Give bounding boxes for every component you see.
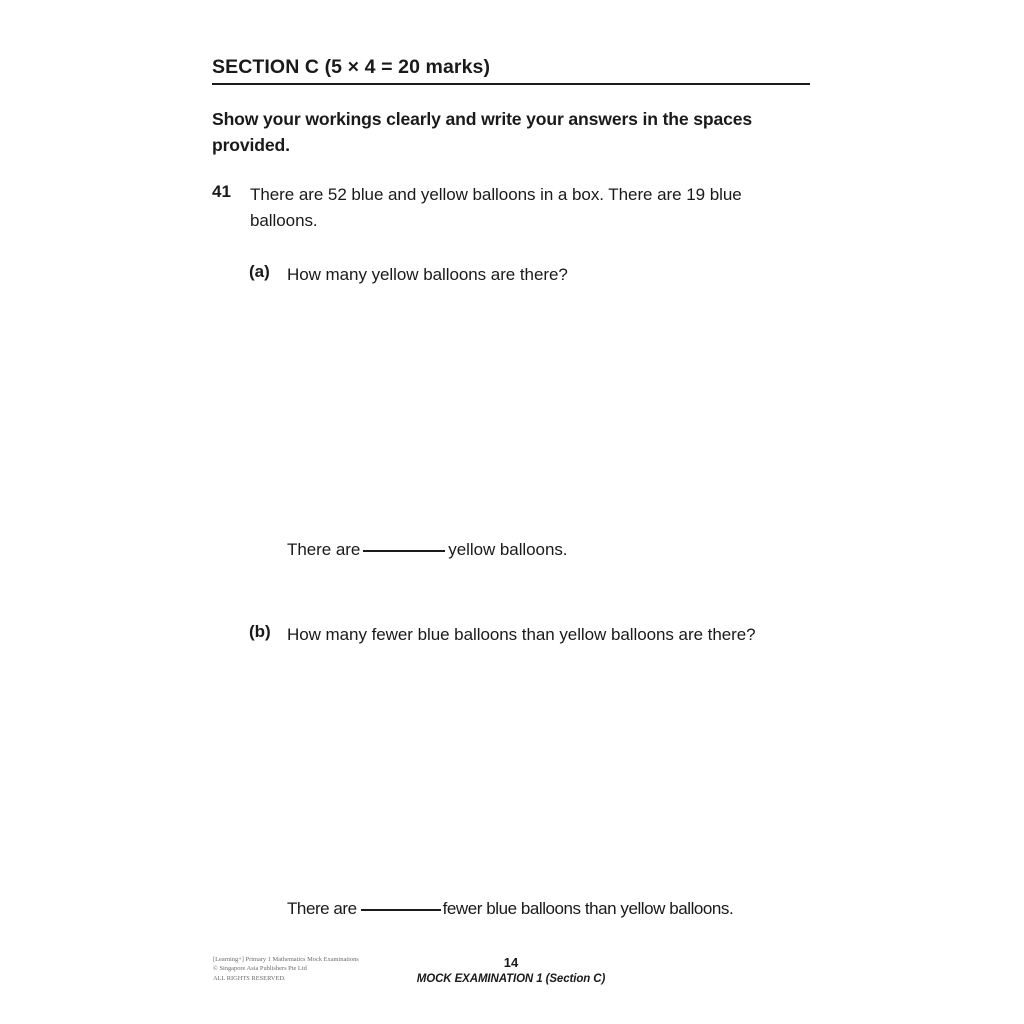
part-a-label: (a) bbox=[249, 262, 270, 281]
page-footer bbox=[212, 952, 810, 1002]
part-b-label: (b) bbox=[249, 622, 271, 641]
question-part-b bbox=[249, 622, 811, 648]
answer-b-blank[interactable] bbox=[361, 909, 441, 911]
page-number: 14 bbox=[503, 955, 519, 970]
question-41 bbox=[212, 182, 812, 235]
copyright-line-1: [Learning+] Primary 1 Mathematics Mock Examinations bbox=[213, 956, 359, 963]
answer-line-a bbox=[287, 540, 567, 560]
question-stem: There are 52 blue and yellow balloons in a box. There are 19 blue balloons. bbox=[250, 185, 742, 231]
section-divider bbox=[212, 83, 810, 85]
section-title: SECTION C (5 × 4 = 20 marks) bbox=[212, 56, 491, 78]
answer-a-prefix: There are bbox=[287, 540, 361, 559]
answer-line-b bbox=[287, 899, 733, 919]
part-a-row bbox=[249, 262, 811, 288]
footer-exam-label: MOCK EXAMINATION 1 (Section C) bbox=[416, 973, 606, 985]
answer-a-blank[interactable] bbox=[363, 550, 445, 552]
copyright-line-3: ALL RIGHTS RESERVED. bbox=[213, 974, 286, 982]
copyright-line-2: © Singapore Asia Publishers Pte Ltd bbox=[213, 965, 307, 973]
part-b-row bbox=[249, 622, 811, 648]
part-a-text: How many yellow balloons are there? bbox=[287, 265, 568, 284]
part-b-text: How many fewer blue balloons than yellow balloons are there? bbox=[287, 625, 756, 644]
answer-a-suffix: yellow balloons. bbox=[448, 540, 568, 559]
answer-b-prefix: There are bbox=[287, 899, 357, 918]
exam-page bbox=[212, 0, 810, 1024]
question-number: 41 bbox=[212, 182, 231, 201]
question-stem-row bbox=[212, 182, 812, 235]
answer-b-suffix: fewer blue balloons than yellow balloons. bbox=[442, 899, 734, 918]
section-header bbox=[212, 57, 810, 85]
instruction-text: Show your workings clearly and write your answers in the spaces provided. bbox=[212, 109, 753, 156]
question-part-a bbox=[249, 262, 811, 288]
